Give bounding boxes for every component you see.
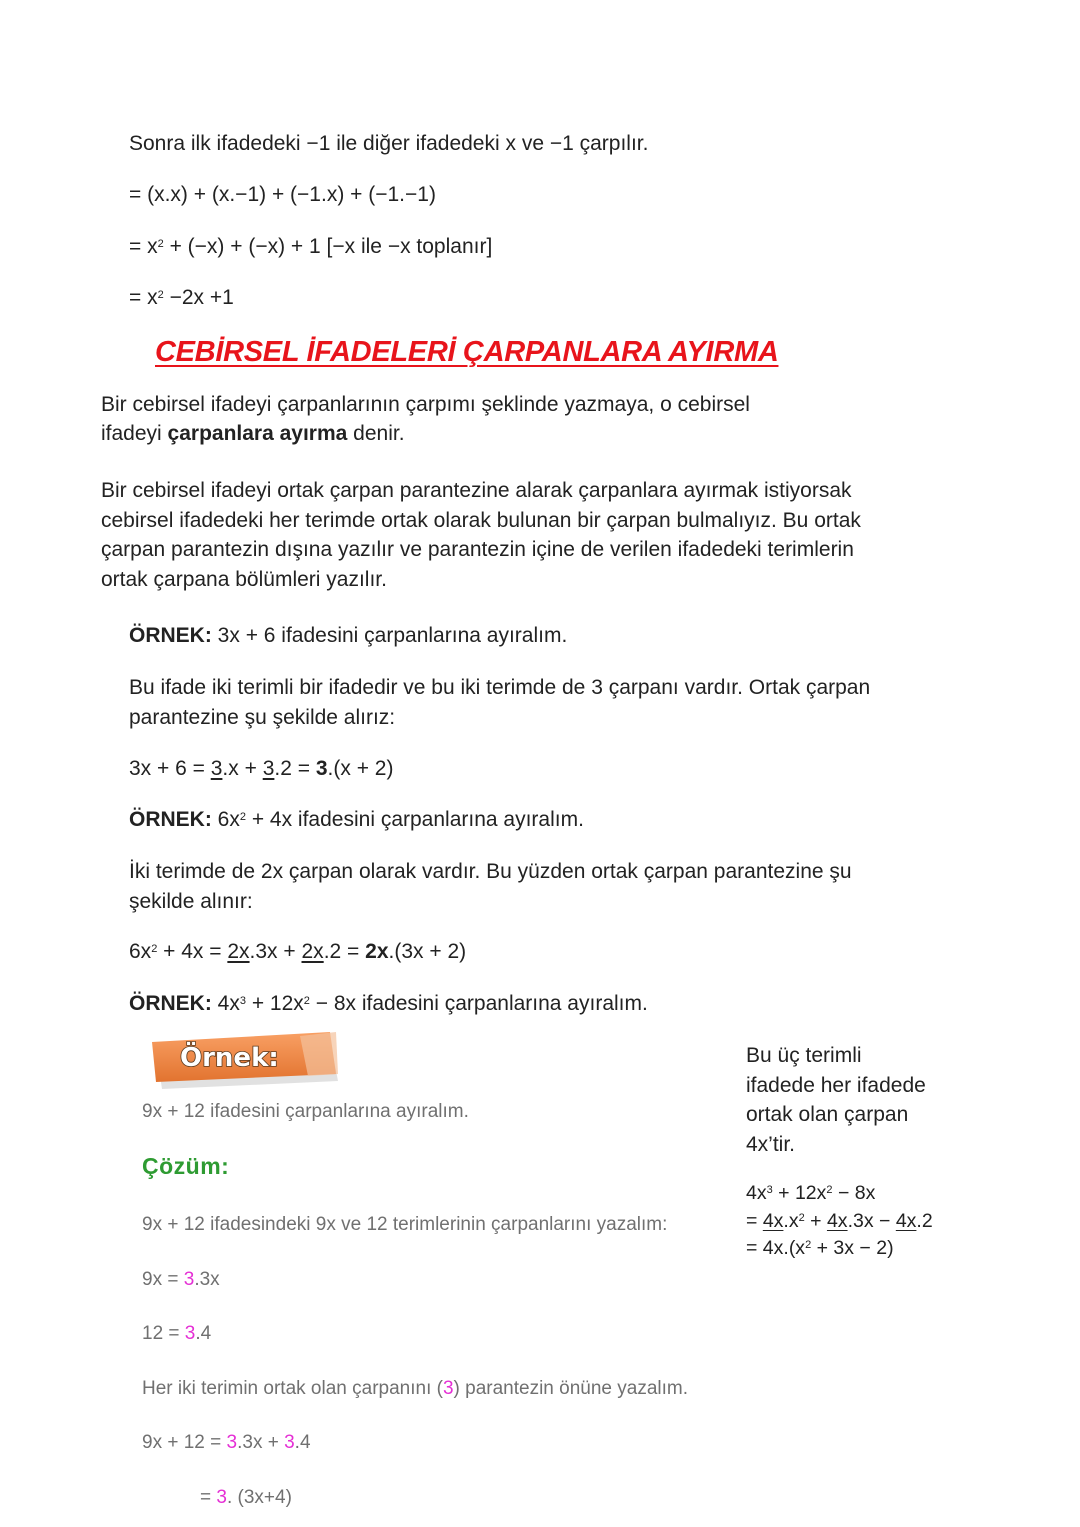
solution-step-4: Her iki terimin ortak olan çarpanını (3) parantezin önüne yazalım. xyxy=(142,1378,688,1399)
side-math-1: $4x^3 + 12x^2 - 8x$ xyxy=(746,1182,876,1204)
side-math-2: = $4x.x^2 + 4x.3x - 4x.2$ xyxy=(746,1209,933,1232)
solution-step-5: 9x + 12 = 3.3x + 3.4 xyxy=(142,1432,311,1453)
example-1-title: ÖRNEK: 3x + 6 ifadesini çarpanlarına ayıralım. xyxy=(129,624,568,647)
example-2-title: ÖRNEK: $6x^2 + 4x$ ifadesini çarpanlarına ayıralım. xyxy=(129,808,584,831)
side-note-line-1: Bu üç terimli xyxy=(746,1044,862,1067)
definition-line-2: ifadeyi çarpanlara ayırma denir. xyxy=(101,422,405,445)
side-note-line-2: ifadede her ifadede xyxy=(746,1073,926,1097)
solution-step-6: = 3. (3x+4) xyxy=(200,1487,292,1508)
solution-step-3: 12 = 3.4 xyxy=(142,1323,212,1344)
line-2: = (x.x) + (x.−1) + (−1.x) + (−1.−1) xyxy=(129,183,436,206)
side-note-line-3: ortak olan çarpan xyxy=(746,1103,909,1126)
paragraph-line-4: ortak çarpana bölümleri yazılır. xyxy=(101,567,387,591)
paragraph-line-3: çarpan parantezin dışına yazılır ve parantezin içine de verilen ifadedeki terimlerin xyxy=(101,538,854,561)
solution-label: Çözüm: xyxy=(142,1153,230,1179)
ornek-badge-text: Örnek: xyxy=(180,1043,279,1073)
section-heading: CEBİRSEL İFADELERİ ÇARPANLARA AYIRMA xyxy=(155,336,779,368)
definition-line-1: Bir cebirsel ifadeyi çarpanlarının çarpımı şeklinde yazmaya, o cebirsel xyxy=(101,393,750,416)
ornek-badge xyxy=(150,1030,342,1090)
paragraph-line-2: cebirsel ifadedeki her terimde ortak olarak bulunan bir çarpan bulmalıyız. Bu ortak xyxy=(101,508,861,532)
solution-step-2: 9x = 3.3x xyxy=(142,1269,220,1290)
side-math-3: = $4x.(x^2 + 3x - 2)$ xyxy=(746,1237,894,1259)
line-4: = $x^2 -2x +1$ xyxy=(129,286,234,309)
example-1-desc-1: Bu ifade iki terimli bir ifadedir ve bu iki terimde de 3 çarpanı vardır. Ortak çarpan xyxy=(129,676,871,699)
line-3: = $x^2 + (-x) + (-x) + 1$ [−x ile −x toplanır] xyxy=(129,235,493,258)
example-2-math: $6x^2 + 4x = 2x.3x + 2x.2 = 2x.(3x + 2)$ xyxy=(129,940,467,963)
image-question: 9x + 12 ifadesini çarpanlarına ayıralım. xyxy=(142,1101,469,1122)
example-2-desc-1: İki terimde de 2x çarpan olarak vardır. Bu yüzden ortak çarpan parantezine şu xyxy=(129,860,852,883)
example-3-title: ÖRNEK: $4x^3 + 12x^2 - 8x$ ifadesini çarpanlarına ayıralım. xyxy=(129,992,648,1015)
side-note-line-4: 4x’tir. xyxy=(746,1132,796,1156)
example-1-math: 3x + 6 = 3.x + 3.2 = 3.(x + 2) xyxy=(129,757,394,780)
example-1-desc-2: parantezine şu şekilde alırız: xyxy=(129,705,396,729)
paragraph-line-1: Bir cebirsel ifadeyi ortak çarpan parantezine alarak çarpanlara ayırmak istiyorsak xyxy=(101,479,852,502)
example-2-desc-2: şekilde alınır: xyxy=(129,889,253,913)
solution-step-1: 9x + 12 ifadesindeki 9x ve 12 terimlerinin çarpanlarını yazalım: xyxy=(142,1214,668,1235)
line-1: Sonra ilk ifadedeki −1 ile diğer ifadedeki x ve −1 çarpılır. xyxy=(129,132,649,155)
